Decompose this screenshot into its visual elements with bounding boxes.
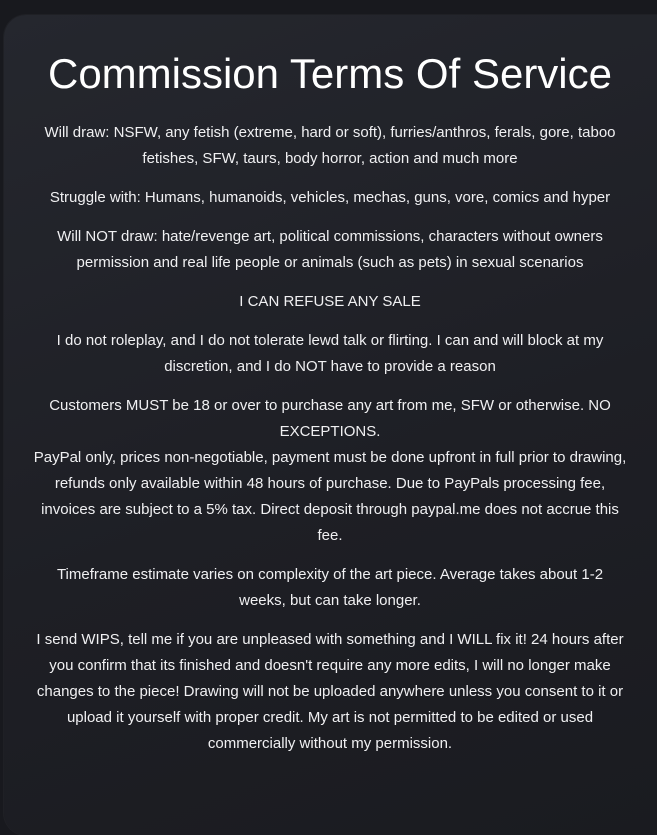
text-line: I do not roleplay, and I do not tolerate lewd talk or flirting. I can and will block at my [56,332,604,349]
page-title: Commission Terms Of Service [47,50,612,97]
tos-content [30,50,630,770]
wips-paragraph [30,627,630,757]
timeframe-paragraph [30,562,630,614]
text-line: Struggle with: Humans, humanoids, vehicles, mechas, guns, vore, comics and hyper [49,189,611,206]
text-line: refunds only available within 48 hours of purchase. Due to PayPals processing fee, [54,475,606,492]
text-line: Timeframe estimate varies on complexity of the art piece. Average takes about 1-2 [56,566,604,583]
text-line: I send WIPS, tell me if you are unpleased with something and I WILL fix it! 24 hours after [36,631,624,648]
text-line: discretion, and I do NOT have to provide a reason [164,358,496,375]
refuse-sale-paragraph [30,289,630,315]
will-not-draw-paragraph [30,224,630,276]
will-draw-paragraph [30,120,630,172]
text-line: weeks, but can take longer. [239,592,421,609]
text-line: Customers MUST be 18 or over to purchase any art from me, SFW or otherwise. NO [49,397,611,414]
text-line: changes to the piece! Drawing will not be uploaded anywhere unless you consent to it or [36,683,624,700]
text-line: permission and real life people or animals (such as pets) in sexual scenarios [76,254,584,271]
text-line: Will NOT draw: hate/revenge art, political commissions, characters without owners [57,228,603,245]
text-line: fetishes, SFW, taurs, body horror, action and much more [142,150,518,167]
text-line: I CAN REFUSE ANY SALE [239,293,421,310]
roleplay-paragraph [30,328,630,380]
text-line: invoices are subject to a 5% tax. Direct deposit through paypal.me does not accrue this [41,501,619,518]
text-line: fee. [317,527,343,544]
text-line: EXCEPTIONS. [279,423,381,440]
struggle-with-paragraph [30,185,630,211]
age-and-payment-paragraph [30,393,630,549]
text-line: commercially without my permission. [207,735,453,752]
text-line: PayPal only, prices non-negotiable, payment must be done upfront in full prior to drawing, [33,449,627,466]
text-line: you confirm that its finished and doesn't require any more edits, I will no longer make [49,657,611,674]
text-line: upload it yourself with proper credit. My art is not permitted to be edited or used [66,709,594,726]
text-line: Will draw: NSFW, any fetish (extreme, hard or soft), furries/anthros, ferals, gore, taboo [44,124,616,141]
